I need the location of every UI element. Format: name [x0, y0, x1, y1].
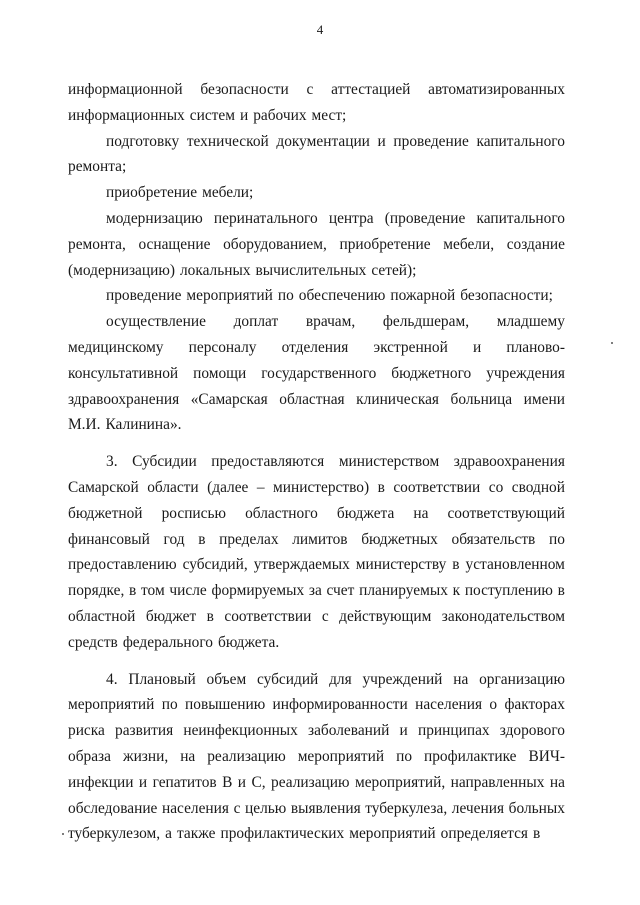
text-line — [68, 77, 565, 103]
word: жизни, — [122, 747, 169, 765]
word: соответствии — [393, 478, 481, 496]
word: пределах — [219, 530, 279, 548]
word: на — [180, 747, 196, 765]
word: доплат — [233, 313, 279, 331]
word: счет — [326, 582, 355, 600]
word: обеспечению — [298, 287, 386, 305]
word: ремонта; — [68, 158, 127, 176]
text-line — [68, 718, 565, 744]
word: (далее — [207, 478, 249, 496]
word: мероприятий, — [354, 773, 446, 791]
word: вычислительных — [255, 261, 367, 279]
word: формируемых — [211, 582, 305, 600]
word: гепатитов — [152, 773, 217, 791]
text-line — [68, 412, 565, 438]
word: и — [237, 773, 247, 791]
word: проведение — [393, 132, 469, 150]
word: с — [233, 799, 241, 817]
word: в — [557, 582, 565, 600]
word: действующим — [339, 607, 432, 625]
word: С, — [251, 773, 266, 791]
word: Субсидии — [132, 453, 197, 471]
word: проведение — [106, 287, 182, 305]
word: информационных — [68, 106, 185, 124]
word: младшему — [496, 313, 565, 331]
word: областной — [68, 607, 136, 625]
word: населения — [161, 799, 229, 817]
word: федерального — [122, 633, 213, 651]
word: по — [161, 696, 178, 714]
word: бюджет — [145, 607, 197, 625]
word: по — [277, 287, 294, 305]
text-line — [68, 770, 565, 796]
word: областного — [245, 504, 318, 522]
word: отделения — [281, 338, 349, 356]
word: и — [399, 722, 408, 740]
word: технической — [186, 132, 269, 150]
word: аттестацией — [331, 81, 411, 98]
scan-speck — [611, 342, 613, 344]
word: бюджетного — [391, 364, 472, 382]
word: о — [489, 696, 498, 714]
word: определяется — [440, 825, 528, 843]
word: в — [533, 825, 541, 843]
word: числе — [169, 582, 207, 600]
word: бюджетных — [361, 530, 438, 548]
word: и — [138, 773, 148, 791]
word: (проведение — [384, 209, 466, 227]
word: к — [452, 582, 461, 600]
word: учреждения — [486, 364, 565, 382]
word: туберкулеза, — [365, 799, 448, 817]
word: на — [549, 773, 565, 791]
word: туберкулезом, — [68, 825, 161, 843]
word: ремонта, — [68, 235, 126, 253]
word: по — [396, 747, 413, 765]
text-line — [68, 744, 565, 770]
word: осуществление — [106, 313, 206, 331]
word: за — [308, 582, 322, 600]
word: министерству — [355, 556, 447, 574]
word: автоматизированных — [428, 81, 565, 98]
text-line — [68, 232, 565, 258]
word: мест; — [311, 106, 347, 124]
word: выявления — [290, 799, 361, 817]
text-line — [68, 129, 565, 155]
word: консультативной — [68, 364, 179, 382]
word: средств — [68, 633, 118, 651]
word: помощи — [193, 364, 247, 382]
word: в — [206, 607, 214, 625]
word: модернизацию — [106, 209, 203, 227]
word: лимитов — [292, 530, 348, 548]
word: на — [453, 670, 469, 688]
word: планово- — [506, 338, 565, 356]
word: установленном — [465, 556, 565, 574]
text-line — [68, 578, 565, 604]
document-body — [68, 77, 565, 847]
word: обследование — [68, 799, 158, 817]
word: «Самарская — [190, 390, 268, 408]
word: законодательством — [441, 607, 565, 625]
word: оборудованием, — [223, 235, 327, 253]
word: факторах — [504, 696, 565, 714]
word: бюджета — [336, 504, 395, 522]
word: в — [452, 556, 460, 574]
word: мебели; — [202, 184, 254, 202]
word: целью — [245, 799, 287, 817]
text-line — [68, 206, 565, 232]
text-line — [68, 501, 565, 527]
word: принципах — [417, 722, 490, 740]
word: соответствующий — [447, 504, 565, 522]
word: мероприятий — [297, 747, 385, 765]
word: мероприятий — [68, 696, 155, 714]
word: капитального — [476, 209, 565, 227]
word: фельдшерам, — [382, 313, 470, 331]
word: документации — [276, 132, 370, 150]
word: Самарской — [68, 478, 139, 496]
text-line — [68, 283, 565, 309]
word: в — [198, 530, 206, 548]
word: врачам, — [305, 313, 356, 331]
word: мероприятий — [186, 287, 273, 305]
word: мероприятий — [349, 825, 436, 843]
word: повышению — [185, 696, 266, 714]
word: государственного — [261, 364, 377, 382]
word: больных — [508, 799, 565, 817]
word: сводной — [511, 478, 565, 496]
word: Калинина». — [105, 416, 182, 434]
word: (модернизацию) — [68, 261, 175, 279]
word: бюджетной — [68, 504, 143, 522]
word: профилактических — [220, 825, 345, 843]
text-line — [68, 258, 565, 284]
word: развития — [115, 722, 174, 740]
text-line — [68, 103, 565, 129]
paragraph-gap — [68, 656, 565, 667]
text-line — [68, 449, 565, 475]
word: поступлению — [464, 582, 553, 600]
word: риска — [68, 722, 105, 740]
text-line — [68, 361, 565, 387]
word: сетей); — [371, 261, 417, 279]
text-line — [68, 527, 565, 553]
word: 4. — [106, 670, 118, 688]
text-line — [68, 180, 565, 206]
word: на — [413, 504, 429, 522]
word: информированности — [272, 696, 408, 714]
word: с — [306, 81, 314, 98]
word: персоналу — [188, 338, 257, 356]
word: больница — [450, 390, 513, 408]
text-line — [68, 552, 565, 578]
word: со — [488, 478, 504, 496]
word: безопасности; — [460, 287, 553, 305]
word: в — [377, 478, 385, 496]
paragraph — [68, 77, 565, 129]
text-line — [68, 692, 565, 718]
word: бюджета. — [218, 633, 280, 651]
scan-speck — [62, 833, 64, 835]
paragraph-gap — [68, 438, 565, 449]
word: населения — [415, 696, 483, 714]
page-number: 4 — [316, 22, 324, 37]
word: в — [129, 582, 137, 600]
word: локальных — [179, 261, 251, 279]
word: с — [321, 607, 329, 625]
text-line — [68, 667, 565, 693]
word: порядке, — [68, 582, 125, 600]
word: мебели, — [443, 235, 495, 253]
word: объем — [206, 670, 247, 688]
word: реализацию — [207, 747, 286, 765]
text-line — [68, 475, 565, 501]
word: министерством — [338, 453, 440, 471]
word: области — [147, 478, 199, 496]
text-line — [68, 154, 565, 180]
word: приобретение — [106, 184, 198, 202]
word: капитального — [476, 132, 565, 150]
word: заболеваний — [308, 722, 390, 740]
word: пожарной — [390, 287, 456, 305]
word: реализацию — [271, 773, 350, 791]
word: областная — [279, 390, 345, 408]
word: здравоохранения — [68, 390, 180, 408]
paragraph — [68, 129, 565, 181]
word: лечения — [451, 799, 505, 817]
text-line — [68, 630, 565, 656]
word: и — [472, 338, 482, 356]
word: информационной — [68, 81, 183, 98]
word: рабочих — [253, 106, 307, 124]
word: субсидий — [256, 670, 319, 688]
word: экстренной — [373, 338, 448, 356]
text-line — [68, 796, 565, 822]
word: безопасности — [200, 81, 289, 98]
paragraph — [68, 180, 565, 206]
word: предоставлению — [68, 556, 177, 574]
word: и — [377, 132, 386, 150]
paragraph — [68, 206, 565, 283]
word: подготовку — [106, 132, 180, 150]
word: по — [548, 530, 565, 548]
word: клиническая — [356, 390, 439, 408]
text-line — [68, 387, 565, 413]
word: М.И. — [68, 416, 101, 434]
word: министерство) — [273, 478, 370, 496]
word: имени — [523, 390, 565, 408]
word: планируемых — [359, 582, 448, 600]
word: ВИЧ- — [528, 747, 565, 765]
word: Плановый — [128, 670, 196, 688]
word: неинфекционных — [183, 722, 298, 740]
word: обязательств — [451, 530, 536, 548]
paragraph — [68, 309, 565, 438]
word: приобретение — [339, 235, 431, 253]
word: систем — [189, 106, 235, 124]
word: центра — [328, 209, 374, 227]
word: инфекции — [68, 773, 134, 791]
text-line — [68, 335, 565, 361]
word: 3. — [106, 453, 118, 471]
word: предоставляются — [211, 453, 325, 471]
paragraph — [68, 283, 565, 309]
word: перинатального — [213, 209, 318, 227]
word: том — [141, 582, 165, 600]
word: утверждаемых — [253, 556, 350, 574]
word: профилактике — [423, 747, 517, 765]
word: оснащение — [138, 235, 211, 253]
word: – — [256, 478, 265, 496]
word: медицинскому — [68, 338, 164, 356]
text-line — [68, 821, 565, 847]
word: образа — [68, 747, 111, 765]
text-line — [68, 604, 565, 630]
word: направленных — [450, 773, 545, 791]
word: организацию — [479, 670, 565, 688]
word: В — [222, 773, 233, 791]
word: год — [163, 530, 185, 548]
text-line — [68, 309, 565, 335]
word: субсидий, — [182, 556, 248, 574]
paragraph — [68, 667, 565, 848]
word: здорового — [499, 722, 565, 740]
word: росписью — [161, 504, 227, 522]
word: для — [329, 670, 352, 688]
word: учреждений — [362, 670, 443, 688]
word: также — [176, 825, 216, 843]
word: соответствии — [224, 607, 312, 625]
word: а — [165, 825, 172, 843]
word: финансовый — [68, 530, 150, 548]
word: создание — [506, 235, 565, 253]
paragraph — [68, 449, 565, 655]
word: и — [239, 106, 249, 124]
word: здравоохранения — [453, 453, 565, 471]
